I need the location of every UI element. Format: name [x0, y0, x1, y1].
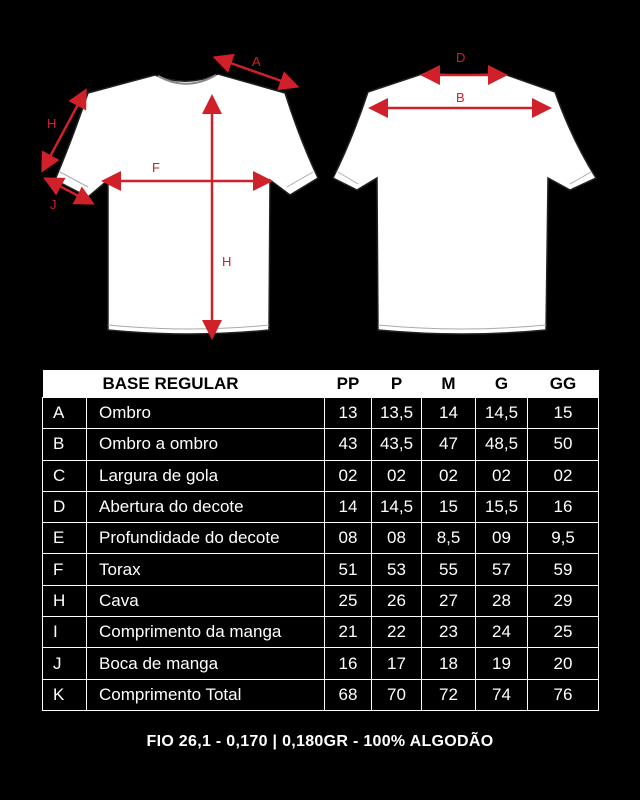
size-header: PP: [325, 370, 372, 398]
size-value: 8,5: [422, 523, 476, 554]
measure-description: Comprimento da manga: [87, 617, 325, 648]
size-value: 16: [528, 491, 599, 522]
size-value: 15: [422, 491, 476, 522]
size-header: M: [422, 370, 476, 398]
size-value: 08: [325, 523, 372, 554]
size-value: 50: [528, 429, 599, 460]
table-row: [43, 398, 599, 429]
table-row: [43, 523, 599, 554]
size-value: 57: [476, 554, 528, 585]
size-value: 26: [372, 585, 422, 616]
size-value: 48,5: [476, 429, 528, 460]
size-value: 25: [528, 617, 599, 648]
measure-code: F: [43, 554, 87, 585]
size-value: 16: [325, 648, 372, 679]
table-row: [43, 554, 599, 585]
measure-b-label: B: [456, 90, 465, 105]
size-value: 27: [422, 585, 476, 616]
tshirt-illustrations: [0, 0, 640, 360]
table-row: [43, 460, 599, 491]
size-value: 43: [325, 429, 372, 460]
size-value: 08: [372, 523, 422, 554]
measure-code: B: [43, 429, 87, 460]
size-value: 20: [528, 648, 599, 679]
size-value: 43,5: [372, 429, 422, 460]
table-row: [43, 585, 599, 616]
size-value: 28: [476, 585, 528, 616]
size-value: 14,5: [372, 491, 422, 522]
size-value: 13: [325, 398, 372, 429]
measure-h-body-label: H: [222, 254, 232, 269]
measure-code: E: [43, 523, 87, 554]
measure-f-label: F: [152, 160, 160, 175]
fabric-spec-footer: FIO 26,1 - 0,170 | 0,180GR - 100% ALGODÃO: [146, 733, 494, 750]
measure-code: J: [43, 648, 87, 679]
size-value: 70: [372, 679, 422, 710]
size-value: 22: [372, 617, 422, 648]
size-value: 72: [422, 679, 476, 710]
size-chart-table: [42, 370, 599, 711]
measure-description: Ombro: [87, 398, 325, 429]
size-value: 13,5: [372, 398, 422, 429]
size-value: 59: [528, 554, 599, 585]
table-row: [43, 491, 599, 522]
size-value: 02: [528, 460, 599, 491]
size-value: 55: [422, 554, 476, 585]
size-value: 68: [325, 679, 372, 710]
measure-d-label: D: [456, 50, 466, 65]
measure-description: Profundidade do decote: [87, 523, 325, 554]
size-value: 02: [476, 460, 528, 491]
measure-description: Abertura do decote: [87, 491, 325, 522]
size-value: 23: [422, 617, 476, 648]
size-value: 24: [476, 617, 528, 648]
size-value: 25: [325, 585, 372, 616]
measure-description: Boca de manga: [87, 648, 325, 679]
size-value: 18: [422, 648, 476, 679]
back-tshirt: [333, 72, 596, 334]
measure-j-label: J: [50, 197, 57, 212]
size-value: 21: [325, 617, 372, 648]
measure-code: I: [43, 617, 87, 648]
size-value: 15,5: [476, 491, 528, 522]
measure-code: D: [43, 491, 87, 522]
size-value: 76: [528, 679, 599, 710]
tshirt-diagram: [0, 0, 640, 360]
size-value: 74: [476, 679, 528, 710]
size-value: 15: [528, 398, 599, 429]
size-value: 14: [325, 491, 372, 522]
size-value: 14,5: [476, 398, 528, 429]
table-row: [43, 429, 599, 460]
measure-description: Ombro a ombro: [87, 429, 325, 460]
measure-a-label: A: [252, 54, 261, 69]
size-value: 02: [325, 460, 372, 491]
size-value: 9,5: [528, 523, 599, 554]
table-row: [43, 648, 599, 679]
front-tshirt: [55, 74, 318, 334]
size-value: 02: [422, 460, 476, 491]
size-value: 53: [372, 554, 422, 585]
size-header: GG: [528, 370, 599, 398]
measure-description: Torax: [87, 554, 325, 585]
measure-code: C: [43, 460, 87, 491]
measure-code: H: [43, 585, 87, 616]
measure-code: A: [43, 398, 87, 429]
size-value: 02: [372, 460, 422, 491]
measure-description: Comprimento Total: [87, 679, 325, 710]
measure-description: Cava: [87, 585, 325, 616]
size-header: P: [372, 370, 422, 398]
size-value: 51: [325, 554, 372, 585]
measure-code: K: [43, 679, 87, 710]
size-value: 19: [476, 648, 528, 679]
size-value: 47: [422, 429, 476, 460]
measure-h-sleeve-label: H: [47, 116, 57, 131]
table-row: [43, 617, 599, 648]
size-value: 09: [476, 523, 528, 554]
size-value: 29: [528, 585, 599, 616]
table-row: [43, 679, 599, 710]
size-header: G: [476, 370, 528, 398]
measure-description: Largura de gola: [87, 460, 325, 491]
size-value: 17: [372, 648, 422, 679]
table-header-row: [43, 370, 599, 398]
size-value: 14: [422, 398, 476, 429]
table-title: BASE REGULAR: [43, 370, 325, 398]
